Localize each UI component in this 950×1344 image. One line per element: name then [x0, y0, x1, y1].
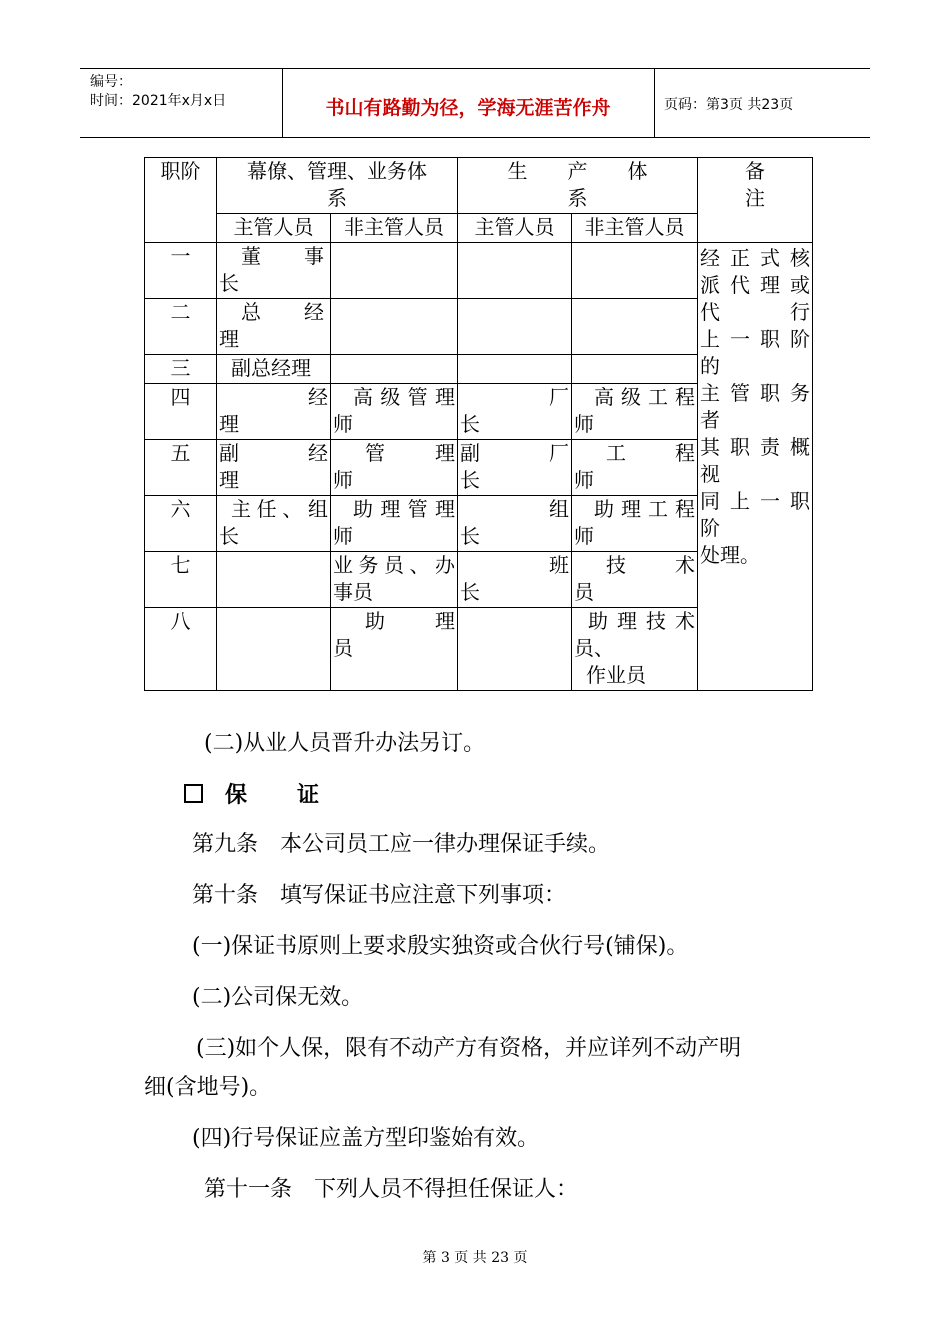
grade-cell: 五	[145, 440, 217, 496]
admin-manager-cell: 副总经理	[217, 355, 331, 384]
prod-nonmanager-cell: 助理技术 员、 作业员	[572, 608, 698, 691]
grade-cell: 八	[145, 608, 217, 691]
article-9: 第九条 本公司员工应一律办理保证手续。	[192, 832, 611, 857]
grade-table	[144, 157, 813, 691]
paragraph-continued: 细(含地号)。	[144, 1075, 272, 1100]
note-cell: 经正式核 派代理或 代 行 上一职阶 的 主管职务 者 其职责概 视 同上一职 阶 处理。	[698, 243, 813, 691]
admin-manager-cell	[217, 608, 331, 691]
subheader-manager: 主管人员	[458, 214, 572, 243]
admin-nonmanager-cell: 助理管理 师	[331, 496, 458, 552]
admin-nonmanager-cell	[331, 299, 458, 355]
grade-cell: 四	[145, 384, 217, 440]
prod-nonmanager-cell	[572, 243, 698, 299]
grade-cell: 六	[145, 496, 217, 552]
admin-manager-cell: 总经 理	[217, 299, 331, 355]
prod-nonmanager-cell	[572, 299, 698, 355]
paragraph: (二)从业人员晋升办法另订。	[204, 731, 486, 756]
subheader-non-manager: 非主管人员	[572, 214, 698, 243]
header-note: 备 注	[698, 158, 813, 243]
article-10: 第十条 填写保证书应注意下列事项：	[192, 883, 567, 908]
admin-nonmanager-cell: 管理 师	[331, 440, 458, 496]
prod-manager-cell	[458, 243, 572, 299]
admin-nonmanager-cell: 高级管理 师	[331, 384, 458, 440]
header-motto: 书山有路勤为径，学海无涯苦作舟	[325, 97, 611, 119]
grade-cell: 七	[145, 552, 217, 608]
admin-manager-cell: 经 理	[217, 384, 331, 440]
header-production-system: 生 产 体 系	[458, 158, 698, 214]
header-grade: 职阶	[145, 158, 217, 243]
admin-manager-cell: 副经 理	[217, 440, 331, 496]
grade-cell: 三	[145, 355, 217, 384]
prod-manager-cell: 副厂 长	[458, 440, 572, 496]
header-meta	[90, 73, 226, 111]
paragraph: (二)公司保无效。	[192, 985, 364, 1010]
doc-number-label: 编号：	[90, 74, 132, 90]
admin-manager-cell: 主任、组 长	[217, 496, 331, 552]
header-divider	[654, 69, 655, 137]
header-page-info: 页码：第3页 共23页	[664, 97, 794, 113]
section-heading: 保 证	[184, 781, 321, 811]
prod-nonmanager-cell: 高级工程 师	[572, 384, 698, 440]
admin-nonmanager-cell: 业务员、办 事员	[331, 552, 458, 608]
prod-manager-cell	[458, 355, 572, 384]
admin-nonmanager-cell	[331, 355, 458, 384]
admin-manager-cell	[217, 552, 331, 608]
page-header	[80, 68, 870, 138]
prod-manager-cell: 厂 长	[458, 384, 572, 440]
page-footer: 第 3 页 共 23 页	[422, 1250, 528, 1266]
admin-nonmanager-cell: 助理 员	[331, 608, 458, 691]
article-11: 第十一条 下列人员不得担任保证人：	[204, 1177, 579, 1202]
prod-nonmanager-cell: 助理工程 师	[572, 496, 698, 552]
grade-cell: 一	[145, 243, 217, 299]
grade-cell: 二	[145, 299, 217, 355]
prod-nonmanager-cell	[572, 355, 698, 384]
doc-time-label: 时间：2021年x月x日	[90, 93, 227, 109]
paragraph: (三)如个人保，限有不动产方有资格，并应详列不动产明	[196, 1036, 742, 1061]
checkbox-icon	[184, 784, 203, 803]
prod-manager-cell: 组 长	[458, 496, 572, 552]
admin-manager-cell: 董事 长	[217, 243, 331, 299]
header-admin-system: 幕僚、管理、业务体 系	[217, 158, 458, 214]
subheader-non-manager: 非主管人员	[331, 214, 458, 243]
prod-manager-cell: 班 长	[458, 552, 572, 608]
admin-nonmanager-cell	[331, 243, 458, 299]
paragraph: (一)保证书原则上要求殷实独资或合伙行号(铺保)。	[192, 934, 689, 959]
prod-nonmanager-cell: 技术 员	[572, 552, 698, 608]
paragraph: (四)行号保证应盖方型印鉴始有效。	[192, 1126, 540, 1151]
table-row	[145, 243, 813, 299]
prod-nonmanager-cell: 工程 师	[572, 440, 698, 496]
prod-manager-cell	[458, 299, 572, 355]
prod-manager-cell	[458, 608, 572, 691]
subheader-manager: 主管人员	[217, 214, 331, 243]
